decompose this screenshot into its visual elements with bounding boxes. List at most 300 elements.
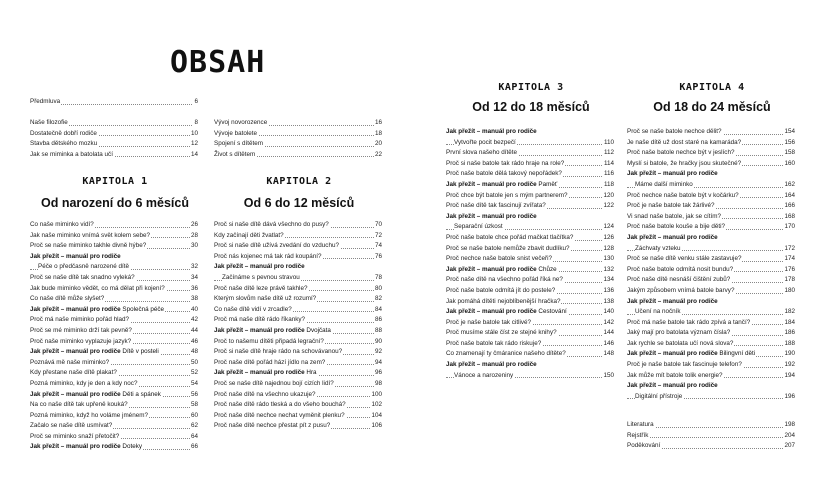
- toc-entry-title-text: Proč chce být batole jen s mým partnerem?: [446, 191, 568, 199]
- toc-entry-title-text: Proč naše dítě rádo tleská a do všeho bouchá?: [214, 401, 346, 409]
- toc-entry-title: [214, 337, 325, 348]
- toc-entry: [446, 265, 614, 276]
- toc-entry: [627, 381, 795, 392]
- toc-entry-title-text: Vývoje batolete: [214, 129, 258, 137]
- toc-entry-title-text: Proč naše batole odmítá jít do postele?: [446, 286, 556, 294]
- toc-entry-page: 52: [190, 368, 198, 379]
- toc-entry: [446, 244, 614, 255]
- toc-entry-title: [30, 284, 166, 295]
- toc-entry-title: [627, 233, 719, 244]
- toc-entry-page: 124: [602, 222, 614, 233]
- toc-entry: [30, 411, 198, 422]
- toc-entry-title: [627, 420, 655, 431]
- toc-entry-page: 54: [190, 379, 198, 390]
- toc-entry-page: 60: [190, 411, 198, 422]
- toc-entry: [214, 368, 382, 379]
- toc-entry-page: 6: [193, 97, 198, 108]
- toc-entry-title: [214, 411, 346, 422]
- toc-entry-title-text: Jak přežít – manuál pro rodiče: [627, 382, 718, 390]
- toc-entry-title-text: Kterým slovům naše dítě už rozumí?: [214, 295, 317, 303]
- toc-entry-title: [627, 441, 661, 452]
- toc-entry: [627, 349, 795, 360]
- toc-entry: [627, 420, 795, 431]
- toc-entry-title-text: Proč naše batole chce pořád mačkat tlačítka?: [446, 233, 574, 241]
- toc-entry-title: [627, 286, 735, 297]
- toc-entry-title-text: Proč je naše batole tak žárlivé?: [627, 202, 715, 210]
- toc-entry: [30, 390, 198, 401]
- toc-entry: [446, 328, 614, 339]
- toc-entry-page: 62: [190, 421, 198, 432]
- toc-entry: [30, 150, 198, 161]
- toc-entry-title-text: Vi snad naše batole, jak se cítím?: [627, 212, 722, 220]
- toc-entry-title-text: Proč si naše dítě užívá zvedání do vzduchu?: [214, 242, 339, 250]
- toc-entry-page: 192: [783, 360, 795, 371]
- toc-entry-title: [635, 180, 694, 191]
- toc-entry-page: 56: [190, 390, 198, 401]
- chapter-3-label: KAPITOLA 3: [498, 82, 564, 93]
- toc-entry-title-text: Proč se miminko snaží přetočit?: [30, 432, 120, 440]
- toc-entry-page: 144: [602, 328, 614, 339]
- toc-entry-page: 118: [603, 180, 614, 191]
- toc-entry: [30, 379, 198, 390]
- toc-entry-title: [214, 390, 317, 401]
- toc-entry-title: [627, 349, 756, 360]
- toc-entry-subtitle: Chůze: [536, 265, 557, 273]
- toc-entry-title-text: Jak přežít – manuál pro rodiče: [214, 369, 305, 377]
- toc-entry: [214, 241, 382, 252]
- toc-entry-title-text: Začínáme s pevnou stravou: [222, 273, 300, 281]
- toc-entry-title-text: Co naše dítě může slyšet?: [30, 295, 105, 303]
- toc-entry-title: [214, 400, 347, 411]
- toc-entry-title: [30, 337, 132, 348]
- toc-entry-title: [627, 212, 722, 223]
- toc-entry-title-text: Jak přežít – manuál pro rodiče: [446, 308, 537, 316]
- toc-entry-title: [30, 432, 120, 443]
- toc-entry: [627, 191, 795, 202]
- toc-entry-title-text: Proč si naše dítě dává všechno do pusy?: [214, 221, 329, 228]
- toc-entry-title: [446, 180, 558, 191]
- toc-entry-title: [30, 379, 138, 390]
- toc-entry-title: [446, 127, 538, 138]
- toc-entry-title: [30, 400, 129, 411]
- toc-entry-title: [30, 442, 143, 453]
- toc-entry-page: 88: [374, 326, 382, 337]
- toc-entry-page: 184: [783, 318, 795, 329]
- toc-entry-title-text: Jak přežít – manuál pro rodiče: [446, 212, 537, 220]
- toc-entry-title: [30, 231, 151, 242]
- toc-entry-page: 14: [190, 150, 198, 161]
- toc-entry-page: 106: [370, 421, 382, 432]
- toc-entry: [214, 231, 382, 242]
- toc-entry-page: 44: [190, 326, 198, 337]
- toc-entry-page: 20: [374, 139, 382, 150]
- toc-entry: [214, 326, 382, 337]
- toc-entry-page: 138: [602, 297, 614, 308]
- toc-entry-page: 120: [602, 191, 614, 202]
- toc-entry-title-text: Proč má naše batole tak rádo zpívá a tančí?: [627, 318, 751, 326]
- toc-entry: [627, 233, 795, 244]
- toc-entry-title: [446, 339, 542, 350]
- toc-entry-subtitle: Dvojčata: [304, 326, 331, 334]
- toc-entry: [627, 328, 795, 339]
- toc-entry-title-text: Život s dítětem: [214, 150, 256, 158]
- toc-entry: [30, 358, 198, 369]
- toc-entry: [214, 379, 382, 390]
- toc-entry: [30, 220, 198, 231]
- toc-entry-title: [214, 368, 318, 379]
- toc-entry-subtitle: Společná péče: [120, 305, 165, 313]
- chapter-1-list: [30, 220, 198, 453]
- toc-entry-page: 128: [602, 244, 614, 255]
- toc-entry-title-text: Jak se miminka a batolata učí: [30, 150, 113, 158]
- toc-entry-page: 76: [374, 252, 382, 263]
- toc-entry-title: [446, 349, 567, 360]
- toc-entry-title-text: Proč naše dítě na všechno ukazuje?: [214, 390, 316, 398]
- toc-entry-title-text: Jak přežít – manuál pro rodiče: [446, 361, 537, 369]
- toc-entry-page: 188: [783, 339, 795, 350]
- toc-entry-page: 64: [190, 432, 198, 443]
- chapter-4-list: [627, 127, 795, 402]
- toc-entry-title-text: Co naše dítě vidí v zrcadle?: [214, 305, 292, 313]
- chapter-4-label: KAPITOLA 4: [679, 82, 745, 93]
- toc-entry-page: 10: [190, 129, 198, 140]
- toc-entry: [446, 138, 614, 149]
- toc-entry-title-text: Kdy začínají děti žvatlat?: [214, 231, 284, 239]
- toc-entry: [446, 360, 614, 371]
- toc-entry-title-text: Proč má naše dítě rádo říkanky?: [214, 316, 306, 324]
- toc-entry: [627, 254, 795, 265]
- toc-entry-title-text: Proč se naše dítě tak snadno vyleká?: [30, 273, 135, 281]
- toc-entry-page: 70: [374, 220, 382, 231]
- toc-entry-title: [446, 148, 518, 159]
- toc-entry: [30, 97, 198, 108]
- toc-entry: [214, 305, 382, 316]
- toc-entry-title: [446, 286, 556, 297]
- toc-entry-title: [627, 318, 751, 329]
- toc-entry-title: [446, 244, 571, 255]
- intro-list: [30, 97, 198, 108]
- toc-entry-title: [627, 275, 731, 286]
- toc-entry-title: [214, 315, 306, 326]
- toc-entry-title: [214, 220, 330, 231]
- toc-entry-page: 112: [603, 148, 614, 159]
- toc-entry: [214, 400, 382, 411]
- toc-entry: [446, 159, 614, 170]
- toc-entry-title-text: Literatura: [627, 421, 654, 428]
- toc-entry: [30, 129, 198, 140]
- toc-entry-page: 178: [783, 275, 795, 286]
- toc-entry-title: [627, 381, 719, 392]
- toc-entry: [214, 284, 382, 295]
- toc-entry-page: 22: [374, 150, 382, 161]
- toc-entry-title-text: Proč naše dítě nechce nechat vyměnit plenku?: [214, 411, 345, 419]
- toc-entry-title-text: Jak může mít batole tolik energie?: [627, 371, 723, 379]
- toc-entry: [446, 212, 614, 223]
- toc-entry-title-text: Proč se naše batole nemůže zbavit dudlíku?: [446, 244, 570, 252]
- toc-entry-title-text: Proč naše dítě tak fascinují zvířata?: [446, 202, 546, 210]
- toc-entry-title: [214, 139, 264, 150]
- toc-entry: [30, 442, 198, 453]
- toc-entry: [627, 148, 795, 159]
- toc-entry-title: [30, 421, 113, 432]
- toc-entry-title-text: Poděkování: [627, 442, 661, 450]
- toc-entry-page: 198: [783, 420, 795, 431]
- toc-entry: [30, 252, 198, 263]
- toc-entry: [627, 431, 795, 442]
- toc-entry-title-text: Proč naše batole tak rádo riskuje?: [446, 339, 542, 347]
- toc-entry: [214, 411, 382, 422]
- toc-entry-title-text: Jak pomáhá dítěti nejoblíbenější hračka?: [446, 297, 561, 305]
- toc-entry: [446, 191, 614, 202]
- toc-entry-title: [214, 358, 326, 369]
- toc-entry-title-text: Jak přežít – manuál pro rodiče: [214, 326, 305, 334]
- toc-entry-subtitle: Hra: [304, 369, 317, 377]
- chapter-3-list: [446, 127, 614, 381]
- toc-entry-page: 162: [783, 180, 795, 191]
- toc-entry: [30, 273, 198, 284]
- toc-entry: [627, 360, 795, 371]
- toc-entry-title: [214, 421, 331, 432]
- toc-entry-title: [30, 358, 110, 369]
- toc-entry: [446, 349, 614, 360]
- toc-entry: [446, 371, 614, 382]
- toc-entry-page: 86: [374, 315, 382, 326]
- toc-entry-title-text: Stavba dětského mozku: [30, 140, 98, 148]
- toc-entry-page: 176: [783, 265, 795, 276]
- toc-entry-page: 82: [374, 294, 382, 305]
- toc-entry-page: 50: [190, 358, 198, 369]
- toc-entry-title: [30, 390, 162, 401]
- toc-entry-title-text: Proč to našemu dítěti připadá legrační?: [214, 337, 324, 345]
- toc-entry-page: 96: [374, 368, 382, 379]
- toc-entry: [627, 138, 795, 149]
- toc-entry-title: [30, 220, 95, 231]
- toc-entry: [627, 371, 795, 382]
- toc-entry: [446, 233, 614, 244]
- toc-entry-page: 190: [783, 349, 795, 360]
- toc-entry: [627, 339, 795, 350]
- toc-entry-page: 66: [190, 442, 198, 453]
- toc-entry-page: 150: [602, 371, 614, 382]
- toc-entry-title-text: Vánoce a narozeniny: [454, 371, 514, 379]
- toc-entry-title-text: Pozná miminko, když ho voláme jménem?: [30, 411, 148, 419]
- toc-entry: [627, 159, 795, 170]
- toc-entry: [214, 315, 382, 326]
- foundation-list-right: [214, 118, 382, 160]
- toc-entry-page: 100: [370, 390, 382, 401]
- toc-entry-page: 72: [374, 231, 382, 242]
- toc-entry-title: [222, 273, 301, 284]
- toc-entry-page: 134: [602, 275, 614, 286]
- toc-entry: [627, 318, 795, 329]
- toc-entry: [30, 284, 198, 295]
- toc-entry-page: 48: [190, 347, 198, 358]
- toc-entry-title-text: Proč nechce naše batole být v kočárku?: [627, 191, 739, 199]
- toc-entry-title-text: Jak přežít – manuál pro rodiče: [30, 443, 121, 451]
- toc-entry-page: 154: [783, 127, 795, 138]
- toc-entry-page: 132: [602, 265, 614, 276]
- chapter-2-label: KAPITOLA 2: [266, 176, 332, 187]
- toc-entry-title: [214, 231, 285, 242]
- toc-entry-title: [30, 294, 105, 305]
- toc-entry-title: [446, 360, 538, 371]
- toc-entry: [30, 347, 198, 358]
- toc-entry-title-text: Proč naše dítě nesnáší čištění zubů?: [627, 276, 731, 284]
- toc-entry-subtitle: Paměť: [536, 180, 558, 188]
- toc-entry-title-text: Naše filozofie: [30, 119, 68, 126]
- toc-entry-title: [446, 297, 561, 308]
- toc-entry-title-text: Proč má naše miminko pořád hlad?: [30, 316, 130, 324]
- toc-entry: [627, 392, 795, 403]
- toc-entry: [214, 220, 382, 231]
- toc-entry-title: [446, 328, 558, 339]
- toc-entry-title-text: Jak naše miminko vnímá svět kolem sebe?: [30, 231, 151, 239]
- toc-entry: [627, 222, 795, 233]
- toc-entry-title: [627, 339, 734, 350]
- toc-entry-page: 126: [602, 233, 614, 244]
- toc-entry-page: 40: [190, 305, 198, 316]
- toc-entry-page: 28: [190, 231, 198, 242]
- toc-entry-title-text: Separační úzkost: [454, 223, 503, 231]
- toc-entry-title: [214, 305, 293, 316]
- chapter-2-list: [214, 220, 382, 432]
- toc-entry-title-text: Digitální přístroje: [635, 392, 683, 400]
- toc-entry-title: [446, 191, 568, 202]
- toc-entry: [214, 347, 382, 358]
- toc-entry-title-text: Proč nechce naše batole snist večeři?: [446, 255, 553, 263]
- chapter-2-title: Od 6 do 12 měsíců: [243, 196, 355, 210]
- toc-entry: [30, 368, 198, 379]
- toc-entry-title: [627, 127, 723, 138]
- toc-entry: [446, 286, 614, 297]
- toc-entry-page: 46: [190, 337, 198, 348]
- toc-entry-title: [627, 138, 742, 149]
- toc-entry: [446, 201, 614, 212]
- toc-entry-title-text: Jak bude miminko vědět, co má dělat při kojení?: [30, 284, 165, 292]
- toc-entry: [214, 294, 382, 305]
- toc-entry: [627, 212, 795, 223]
- toc-entry-page: 110: [603, 138, 614, 149]
- toc-entry-title: [214, 347, 343, 358]
- toc-entry-title: [454, 371, 514, 382]
- toc-entry-title: [627, 254, 742, 265]
- toc-entry-title-text: Proč naše dítě nechce přestat pít z pusu?: [214, 422, 331, 430]
- toc-entry-title-text: Je naše dítě už dost staré na kamaráda?: [627, 138, 742, 146]
- toc-entry-page: 174: [783, 254, 795, 265]
- toc-entry-title: [446, 307, 568, 318]
- toc-entry-title-text: Kdy přestane naše dítě plakat?: [30, 369, 117, 377]
- toc-entry-page: 140: [602, 307, 614, 318]
- toc-entry-page: 156: [783, 138, 795, 149]
- toc-entry-title-text: Jak přežít – manuál pro rodiče: [30, 348, 121, 356]
- toc-entry-page: 38: [190, 294, 198, 305]
- toc-entry-title-text: Myslí si batole, že hračky jsou skutečné?: [627, 159, 742, 167]
- toc-entry-page: 158: [783, 148, 795, 159]
- toc-entry: [214, 150, 382, 161]
- toc-entry-page: 180: [783, 286, 795, 297]
- toc-entry-page: 136: [602, 286, 614, 297]
- toc-entry-title-text: Proč naše batole dělá takový nepořádek?: [446, 170, 562, 178]
- toc-entry-title-text: Předmluva: [30, 98, 61, 105]
- toc-entry: [30, 326, 198, 337]
- toc-entry-title: [627, 191, 740, 202]
- toc-entry-title: [38, 262, 130, 273]
- toc-entry-title-text: Dostatečně dobří rodiče: [30, 129, 97, 137]
- toc-entry-title: [446, 254, 553, 265]
- toc-entry-title: [30, 118, 69, 129]
- toc-entry-title-text: Jak přežít – manuál pro rodiče: [627, 297, 718, 305]
- toc-entry-title: [30, 273, 136, 284]
- toc-entry: [446, 148, 614, 159]
- toc-entry-title: [30, 150, 114, 161]
- toc-entry-title: [30, 411, 149, 422]
- toc-entry-title-text: Jak přežít – manuál pro rodiče: [446, 128, 537, 135]
- toc-entry-subtitle: Dítě v posteli: [120, 348, 159, 356]
- toc-entry: [30, 421, 198, 432]
- toc-entry-page: 32: [190, 262, 198, 273]
- toc-entry-subtitle: Cestování: [536, 308, 567, 316]
- toc-entry: [446, 222, 614, 233]
- toc-entry-page: 12: [190, 139, 198, 150]
- toc-entry: [214, 262, 382, 273]
- toc-entry-subtitle: Doteky: [120, 443, 142, 451]
- toc-entry-title-text: Jak přežít – manuál pro rodiče: [446, 180, 537, 188]
- toc-entry: [214, 129, 382, 140]
- toc-entry-title-text: Pozná miminko, kdy je den a kdy noc?: [30, 379, 138, 387]
- toc-entry-title: [30, 139, 98, 150]
- toc-entry-title: [30, 326, 133, 337]
- toc-entry-title: [30, 252, 122, 263]
- toc-entry-title: [214, 326, 332, 337]
- toc-entry-title-text: Poznává mě naše miminko?: [30, 358, 110, 366]
- toc-entry-title-text: Jak přežít – manuál pro rodiče: [446, 265, 537, 273]
- toc-entry-page: 168: [783, 212, 795, 223]
- toc-entry-page: 166: [783, 201, 795, 212]
- toc-entry-page: 186: [783, 328, 795, 339]
- toc-entry-title: [627, 201, 716, 212]
- toc-entry-page: 34: [190, 273, 198, 284]
- toc-entry-title: [30, 315, 130, 326]
- page-title: OBSAH: [170, 45, 266, 80]
- toc-entry-title: [627, 371, 724, 382]
- toc-entry: [30, 262, 198, 273]
- toc-entry-title: [30, 347, 160, 358]
- appendix-list: [627, 420, 795, 452]
- toc-entry: [446, 127, 614, 138]
- toc-entry-page: 204: [783, 431, 795, 442]
- toc-entry: [627, 201, 795, 212]
- toc-entry-page: 26: [190, 220, 198, 231]
- toc-entry: [214, 139, 382, 150]
- toc-entry: [627, 265, 795, 276]
- toc-entry-page: 18: [374, 129, 382, 140]
- toc-entry-title-text: Učení na nočník: [635, 308, 681, 316]
- toc-entry-title: [446, 212, 538, 223]
- toc-entry: [30, 241, 198, 252]
- toc-entry-title-text: Spojení s dítětem: [214, 140, 264, 148]
- toc-entry-title-text: Začalo se naše dítě usmívat?: [30, 422, 113, 430]
- toc-entry-page: 90: [374, 337, 382, 348]
- toc-entry-title: [454, 138, 517, 149]
- toc-entry-title-text: Proč naše batole nechce být v jeslích?: [627, 149, 735, 157]
- toc-entry-title-text: Proč je naše batole tak citlivé?: [446, 318, 532, 326]
- toc-entry: [627, 307, 795, 318]
- toc-entry-title-text: Jak přežít – manuál pro rodiče: [627, 233, 718, 241]
- toc-entry-page: 170: [783, 222, 795, 233]
- toc-entry-title: [446, 169, 563, 180]
- toc-entry-page: 116: [603, 169, 614, 180]
- toc-entry-title-text: Proč se mé miminko drží tak pevně?: [30, 326, 132, 334]
